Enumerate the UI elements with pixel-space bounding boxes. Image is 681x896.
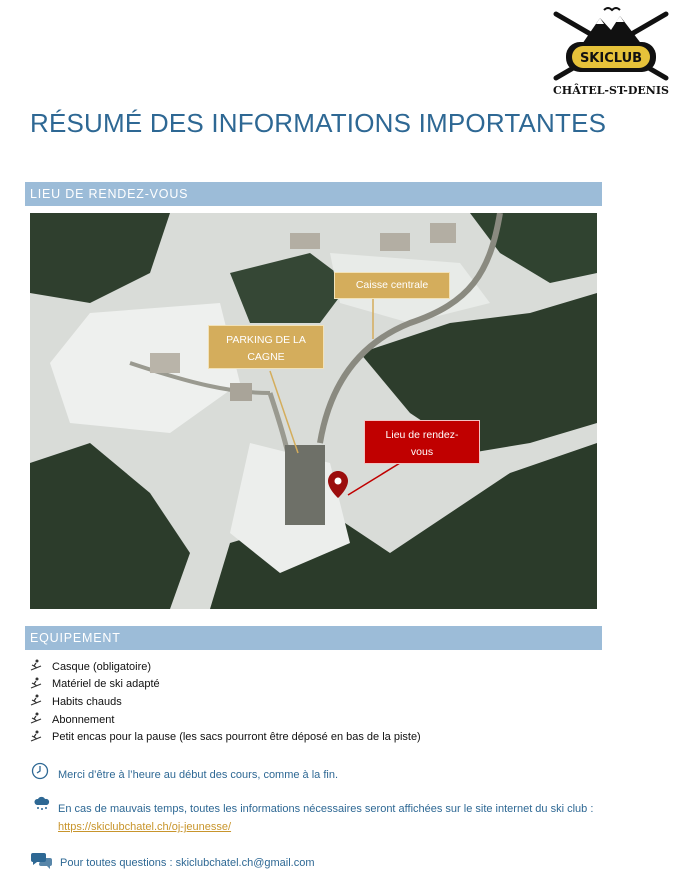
page-title: RÉSUMÉ DES INFORMATIONS IMPORTANTES bbox=[30, 108, 607, 138]
list-item bbox=[30, 728, 421, 746]
list-item bbox=[30, 711, 421, 729]
equipment-list bbox=[30, 658, 421, 746]
map-image bbox=[30, 213, 597, 609]
skier-icon bbox=[30, 730, 52, 745]
list-item bbox=[30, 658, 421, 676]
note-questions: Pour toutes questions : skiclubchatel.ch@gmail.com bbox=[60, 857, 315, 869]
list-item bbox=[30, 676, 421, 694]
skier-icon bbox=[30, 712, 52, 727]
equipment-label: Abonnement bbox=[52, 713, 115, 726]
clock-icon bbox=[31, 762, 49, 780]
snow-cloud-icon bbox=[33, 796, 51, 812]
callout-parking: PARKING DE LA CAGNE bbox=[208, 325, 324, 369]
logo-subtext: CHÂTEL-ST-DENIS bbox=[553, 84, 669, 97]
skier-icon bbox=[30, 677, 52, 692]
skier-icon bbox=[30, 694, 52, 709]
callout-caisse-centrale: Caisse centrale bbox=[334, 272, 450, 299]
note-weather bbox=[58, 800, 598, 836]
equipment-label: Casque (obligatoire) bbox=[52, 660, 152, 673]
equipment-label: Habits chauds bbox=[52, 695, 122, 708]
skiclub-logo bbox=[548, 2, 674, 102]
section-header-meeting: LIEU DE RENDEZ-VOUS bbox=[25, 182, 602, 206]
note-weather-text: En cas de mauvais temps, toutes les informations nécessaires seront affichées sur le site internet du ski club : bbox=[58, 803, 594, 815]
section-header-equipment: EQUIPEMENT bbox=[25, 626, 602, 650]
callout-rendezvous: Lieu de rendez-vous bbox=[364, 420, 480, 464]
skier-icon bbox=[30, 659, 52, 674]
website-link[interactable]: https://skiclubchatel.ch/oj-jeunesse/ bbox=[58, 821, 232, 833]
logo-text: SKICLUB bbox=[579, 51, 643, 66]
list-item bbox=[30, 693, 421, 711]
chat-bubbles-icon bbox=[31, 851, 53, 869]
equipment-label: Petit encas pour la pause (les sacs pourront être déposé en bas de la piste) bbox=[52, 731, 421, 744]
note-punctuality: Merci d’être à l’heure au début des cours, comme à la fin. bbox=[58, 769, 339, 781]
equipment-label: Matériel de ski adapté bbox=[52, 678, 160, 691]
satellite-map bbox=[30, 213, 597, 609]
